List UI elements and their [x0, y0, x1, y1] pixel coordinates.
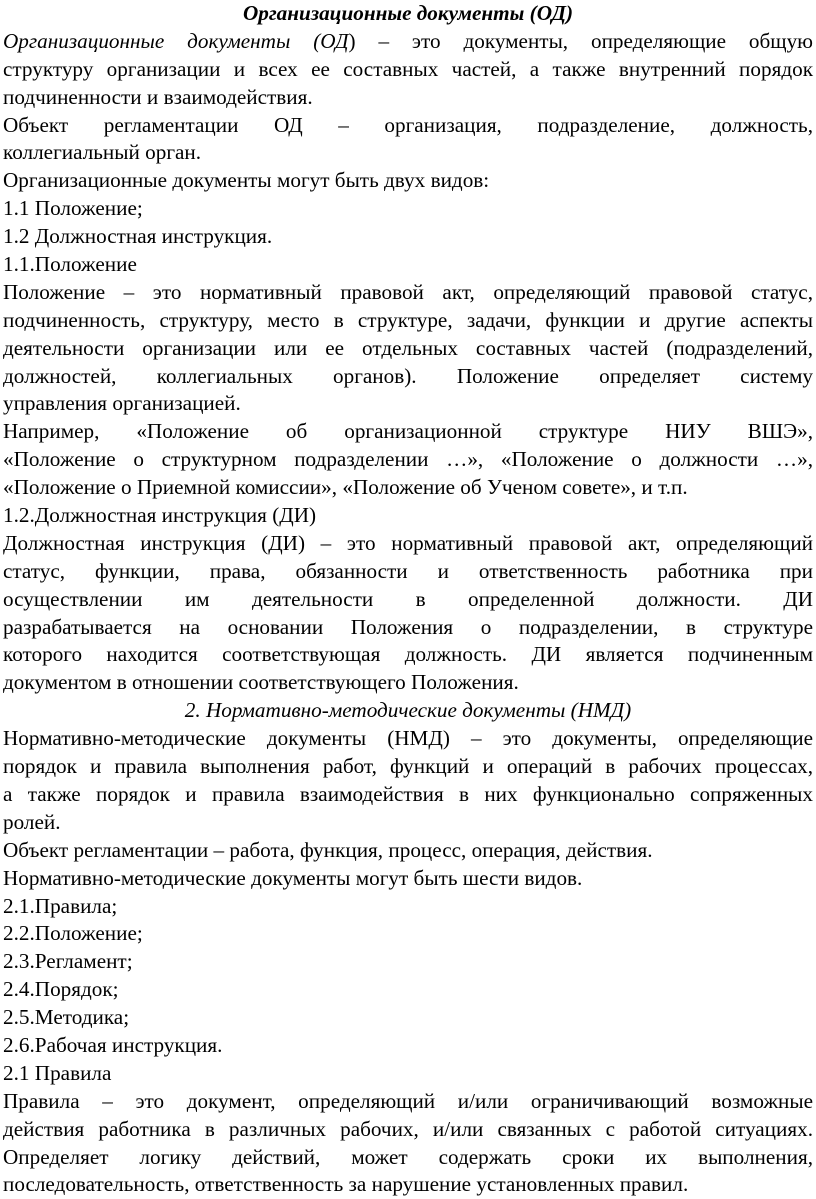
- text-line: коллегиальный орган.: [3, 140, 202, 165]
- list-item: 1.2 Должностная инструкция.: [3, 224, 273, 249]
- text-line: подчиненности и взаимодействия.: [3, 84, 313, 109]
- text-line: Нормативно-методические документы могут быть шести видов.: [3, 865, 583, 890]
- text-line: Правила – это документ, определяющий и/или ограничивающий возможные: [3, 1088, 813, 1113]
- text-line: порядок и правила выполнения работ, функций и операций в рабочих процессах,: [3, 754, 813, 779]
- list-item: 2.2.Положение;: [3, 921, 143, 946]
- text-line: действия работника в различных рабочих, и/или связанных с работой ситуациях.: [3, 1116, 813, 1141]
- text-line: должностей, коллегиальных органов). Положение определяет систему: [3, 363, 813, 388]
- section-heading: 1.1.Положение: [3, 252, 137, 277]
- text-line: которого находится соответствующая должность. ДИ является подчиненным: [3, 642, 813, 667]
- text-line: Положение – это нормативный правовой акт, определяющий правовой статус,: [3, 279, 813, 304]
- text-line: управления организацией.: [3, 391, 241, 416]
- list-item: 1.1 Положение;: [3, 196, 143, 221]
- text-line: статус, функции, права, обязанности и ответственность работника при: [3, 558, 813, 583]
- text-line: Определяет логику действий, может содержать сроки их выполнения,: [3, 1144, 813, 1169]
- text-line: «Положение о Приемной комиссии», «Положение об Ученом совете», и т.п.: [3, 475, 688, 500]
- text-line: а также порядок и правила взаимодействия в них функционально сопряженных: [3, 781, 813, 806]
- text-line: документом в отношении соответствующего Положения.: [3, 670, 519, 695]
- text-line: ролей.: [3, 809, 61, 834]
- text-line: деятельности организации или ее отдельных составных частей (подразделений,: [3, 335, 813, 360]
- section-2-title: 2. Нормативно-методические документы (НМД): [184, 698, 632, 723]
- text-line: последовательность, ответственность за нарушение установленных правил.: [3, 1172, 689, 1197]
- text-line: «Положение о структурном подразделении …», «Положение о должности …»,: [3, 447, 813, 472]
- text-line: Объект регламентации – работа, функция, процесс, операция, действия.: [3, 837, 653, 862]
- text-line: Должностная инструкция (ДИ) – это нормативный правовой акт, определяющий: [3, 530, 813, 555]
- text-line: Организационные документы могут быть двух видов:: [3, 168, 490, 193]
- text-line: структуру организации и всех ее составных частей, а также внутренний порядок: [3, 56, 813, 81]
- list-item: 2.6.Рабочая инструкция.: [3, 1032, 223, 1057]
- section-heading: 2.1 Правила: [3, 1060, 112, 1085]
- text-line: Например, «Положение об организационной структуре НИУ ВШЭ»,: [3, 419, 813, 444]
- text-line: Нормативно-методические документы (НМД) – это документы, определяющие: [3, 726, 813, 751]
- list-item: 2.5.Методика;: [3, 1005, 130, 1030]
- list-item: 2.1.Правила;: [3, 893, 118, 918]
- document-title: Организационные документы (ОД): [242, 1, 574, 25]
- text-line: подчиненность, структуру, место в структуре, задачи, функции и другие аспекты: [3, 307, 813, 332]
- list-item: 2.3.Регламент;: [3, 949, 133, 974]
- text-line: осуществлении им деятельности в определенной должности. ДИ: [3, 586, 813, 611]
- section-heading: 1.2.Должностная инструкция (ДИ): [3, 503, 317, 528]
- text-line: Объект регламентации ОД – организация, подразделение, должность,: [3, 112, 813, 137]
- list-item: 2.4.Порядок;: [3, 977, 119, 1002]
- od-definition-term: Организационные документы (ОД: [3, 28, 349, 53]
- od-definition-rest: ) – это документы, определяющие общую: [348, 28, 813, 53]
- od-definition-line: [3, 28, 813, 56]
- text-line: разрабатывается на основании Положения о подразделении, в структуре: [3, 614, 813, 639]
